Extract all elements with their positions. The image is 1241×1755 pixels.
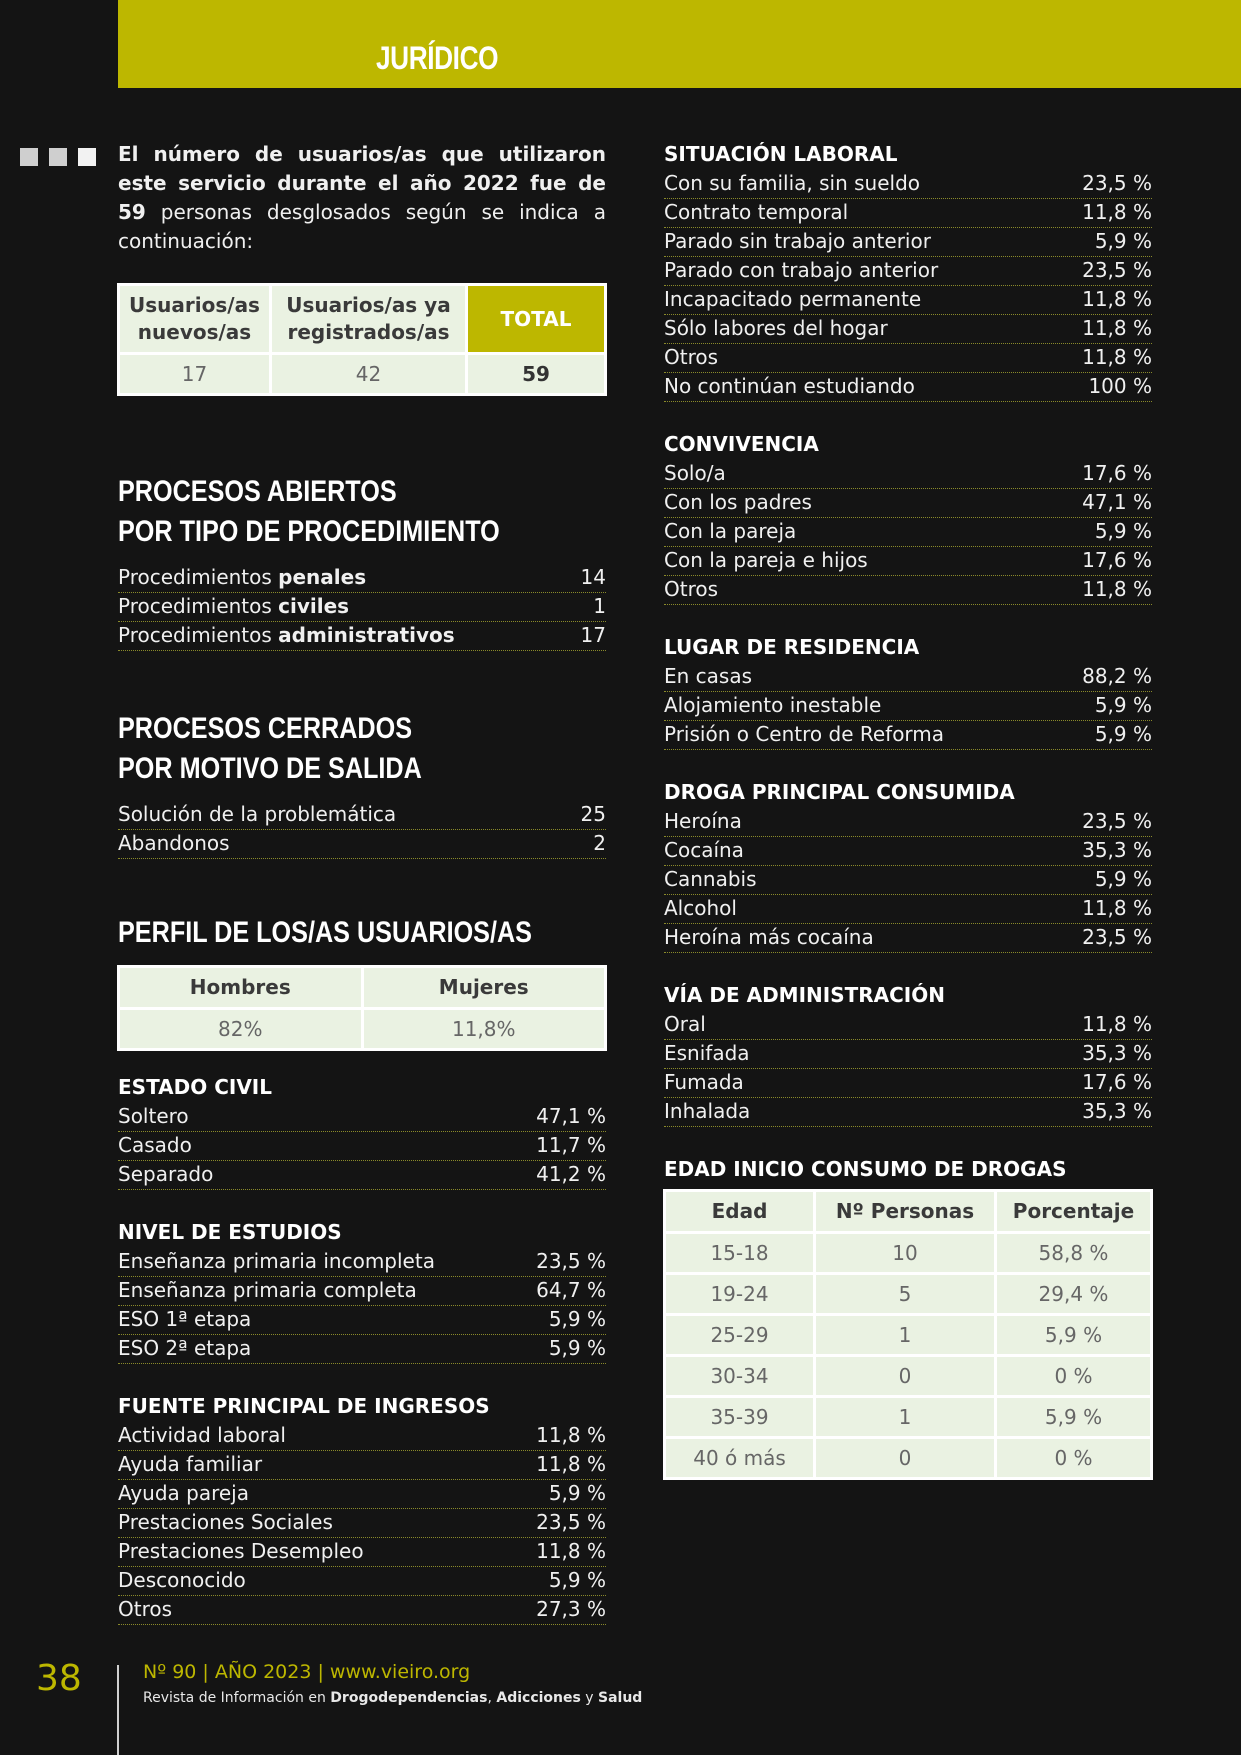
footer-issue: Nº 90 | AÑO 2023 | www.vieiro.org [143, 1661, 471, 1683]
footer-divider [117, 1665, 119, 1755]
list-item: Con la pareja e hijos 17,6 % [664, 547, 1152, 576]
list-item: Enseñanza primaria incompleta 23,5 % [118, 1248, 606, 1277]
square-icon [49, 148, 67, 166]
list-item: Con los padres 47,1 % [664, 489, 1152, 518]
convivencia-list [664, 460, 1152, 605]
users-table [117, 283, 607, 396]
residencia-list [664, 663, 1152, 750]
edad-header-porcentaje: Porcentaje [997, 1192, 1150, 1231]
list-item: Inhalada 35,3 % [664, 1098, 1152, 1127]
list-item: Solo/a 17,6 % [664, 460, 1152, 489]
procesos-abiertos-title-2: POR TIPO DE PROCEDIMIENTO [118, 515, 500, 548]
page-title: JURÍDICO [376, 40, 499, 76]
square-icon [20, 148, 38, 166]
droga-list [664, 808, 1152, 953]
list-item: Cocaína 35,3 % [664, 837, 1152, 866]
left-column [118, 140, 606, 1625]
edad-header-personas: Nº Personas [816, 1192, 994, 1231]
users-value-new: 17 [120, 355, 269, 393]
list-item: Casado 11,7 % [118, 1132, 606, 1161]
list-item: Desconocido 5,9 % [118, 1567, 606, 1596]
edad-header-edad: Edad [666, 1192, 813, 1231]
list-item: Parado sin trabajo anterior 5,9 % [664, 228, 1152, 257]
users-header-registered: Usuarios/as ya registrados/as [272, 286, 465, 352]
list-item: ESO 2ª etapa 5,9 % [118, 1335, 606, 1364]
list-item: Con su familia, sin sueldo 23,5 % [664, 170, 1152, 199]
via-title: VÍA DE ADMINISTRACIÓN [664, 983, 945, 1007]
users-value-total: 59 [468, 355, 604, 393]
list-item: Procedimientos civiles 1 [118, 593, 606, 622]
edad-title: EDAD INICIO CONSUMO DE DROGAS [664, 1157, 1067, 1181]
users-header-new: Usuarios/as nuevos/as [120, 286, 269, 352]
list-item: Prestaciones Sociales 23,5 % [118, 1509, 606, 1538]
table-row: 40 ó más 0 0 % [666, 1439, 1150, 1477]
intro-rest: personas desglosados según se indica a continuación: [118, 200, 606, 253]
procesos-cerrados-list [118, 801, 606, 859]
intro-text [118, 140, 606, 256]
estado-civil-title: ESTADO CIVIL [118, 1075, 272, 1099]
right-column [664, 140, 1152, 1480]
list-item: Prestaciones Desempleo 11,8 % [118, 1538, 606, 1567]
list-item: Contrato temporal 11,8 % [664, 199, 1152, 228]
table-row: 35-39 1 5,9 % [666, 1398, 1150, 1436]
droga-title: DROGA PRINCIPAL CONSUMIDA [664, 780, 1015, 804]
fuente-ingresos-list [118, 1422, 606, 1625]
list-item: Otros 11,8 % [664, 576, 1152, 605]
list-item: Soltero 47,1 % [118, 1103, 606, 1132]
nivel-estudios-list [118, 1248, 606, 1364]
list-item: No continúan estudiando 100 % [664, 373, 1152, 402]
intro-bold: El número de usuarios/as que utilizaron este servicio durante el año 2022 fue de 59 [118, 142, 606, 224]
list-item: Heroína 23,5 % [664, 808, 1152, 837]
fuente-ingresos-title: FUENTE PRINCIPAL DE INGRESOS [118, 1394, 490, 1418]
header-bar [118, 0, 1241, 88]
nivel-estudios-title: NIVEL DE ESTUDIOS [118, 1220, 342, 1244]
perfil-header-mujeres: Mujeres [364, 968, 605, 1007]
users-header-total: TOTAL [468, 286, 604, 352]
list-item: Solución de la problemática 25 [118, 801, 606, 830]
table-row: 19-24 5 29,4 % [666, 1275, 1150, 1313]
list-item: Otros 27,3 % [118, 1596, 606, 1625]
list-item: Parado con trabajo anterior 23,5 % [664, 257, 1152, 286]
list-item: ESO 1ª etapa 5,9 % [118, 1306, 606, 1335]
residencia-title: LUGAR DE RESIDENCIA [664, 635, 920, 659]
situacion-laboral-list [664, 170, 1152, 402]
list-item: Procedimientos administrativos 17 [118, 622, 606, 651]
footer-subtitle: Revista de Información en Drogodependencias, Adicciones y Salud [143, 1690, 643, 1706]
perfil-table [117, 965, 607, 1051]
list-item: Alojamiento inestable 5,9 % [664, 692, 1152, 721]
situacion-laboral-title: SITUACIÓN LABORAL [664, 142, 898, 166]
perfil-title: PERFIL DE LOS/AS USUARIOS/AS [118, 916, 533, 949]
procesos-abiertos-list [118, 564, 606, 651]
list-item: Separado 41,2 % [118, 1161, 606, 1190]
list-item: Otros 11,8 % [664, 344, 1152, 373]
list-item: Heroína más cocaína 23,5 % [664, 924, 1152, 953]
list-item: Oral 11,8 % [664, 1011, 1152, 1040]
perfil-header-hombres: Hombres [120, 968, 361, 1007]
table-row: 15-18 10 58,8 % [666, 1234, 1150, 1272]
page-number: 38 [36, 1658, 82, 1699]
procesos-cerrados-title-1: PROCESOS CERRADOS [118, 712, 413, 745]
list-item: Actividad laboral 11,8 % [118, 1422, 606, 1451]
list-item: Enseñanza primaria completa 64,7 % [118, 1277, 606, 1306]
list-item: Alcohol 11,8 % [664, 895, 1152, 924]
list-item: Esnifada 35,3 % [664, 1040, 1152, 1069]
list-item: Ayuda familiar 11,8 % [118, 1451, 606, 1480]
via-list [664, 1011, 1152, 1127]
users-value-registered: 42 [272, 355, 465, 393]
edad-table [663, 1189, 1153, 1480]
list-item: Ayuda pareja 5,9 % [118, 1480, 606, 1509]
list-item: En casas 88,2 % [664, 663, 1152, 692]
list-item: Procedimientos penales 14 [118, 564, 606, 593]
table-row: 30-34 0 0 % [666, 1357, 1150, 1395]
convivencia-title: CONVIVENCIA [664, 432, 819, 456]
procesos-abiertos-title-1: PROCESOS ABIERTOS [118, 475, 397, 508]
table-row: 25-29 1 5,9 % [666, 1316, 1150, 1354]
square-icon [78, 148, 96, 166]
list-item: Incapacitado permanente 11,8 % [664, 286, 1152, 315]
list-item: Abandonos 2 [118, 830, 606, 859]
perfil-value-hombres: 82% [120, 1010, 361, 1048]
decorative-squares [20, 148, 96, 166]
list-item: Prisión o Centro de Reforma 5,9 % [664, 721, 1152, 750]
procesos-cerrados-title-2: POR MOTIVO DE SALIDA [118, 752, 422, 785]
list-item: Con la pareja 5,9 % [664, 518, 1152, 547]
perfil-value-mujeres: 11,8% [364, 1010, 605, 1048]
list-item: Sólo labores del hogar 11,8 % [664, 315, 1152, 344]
list-item: Cannabis 5,9 % [664, 866, 1152, 895]
estado-civil-list [118, 1103, 606, 1190]
list-item: Fumada 17,6 % [664, 1069, 1152, 1098]
